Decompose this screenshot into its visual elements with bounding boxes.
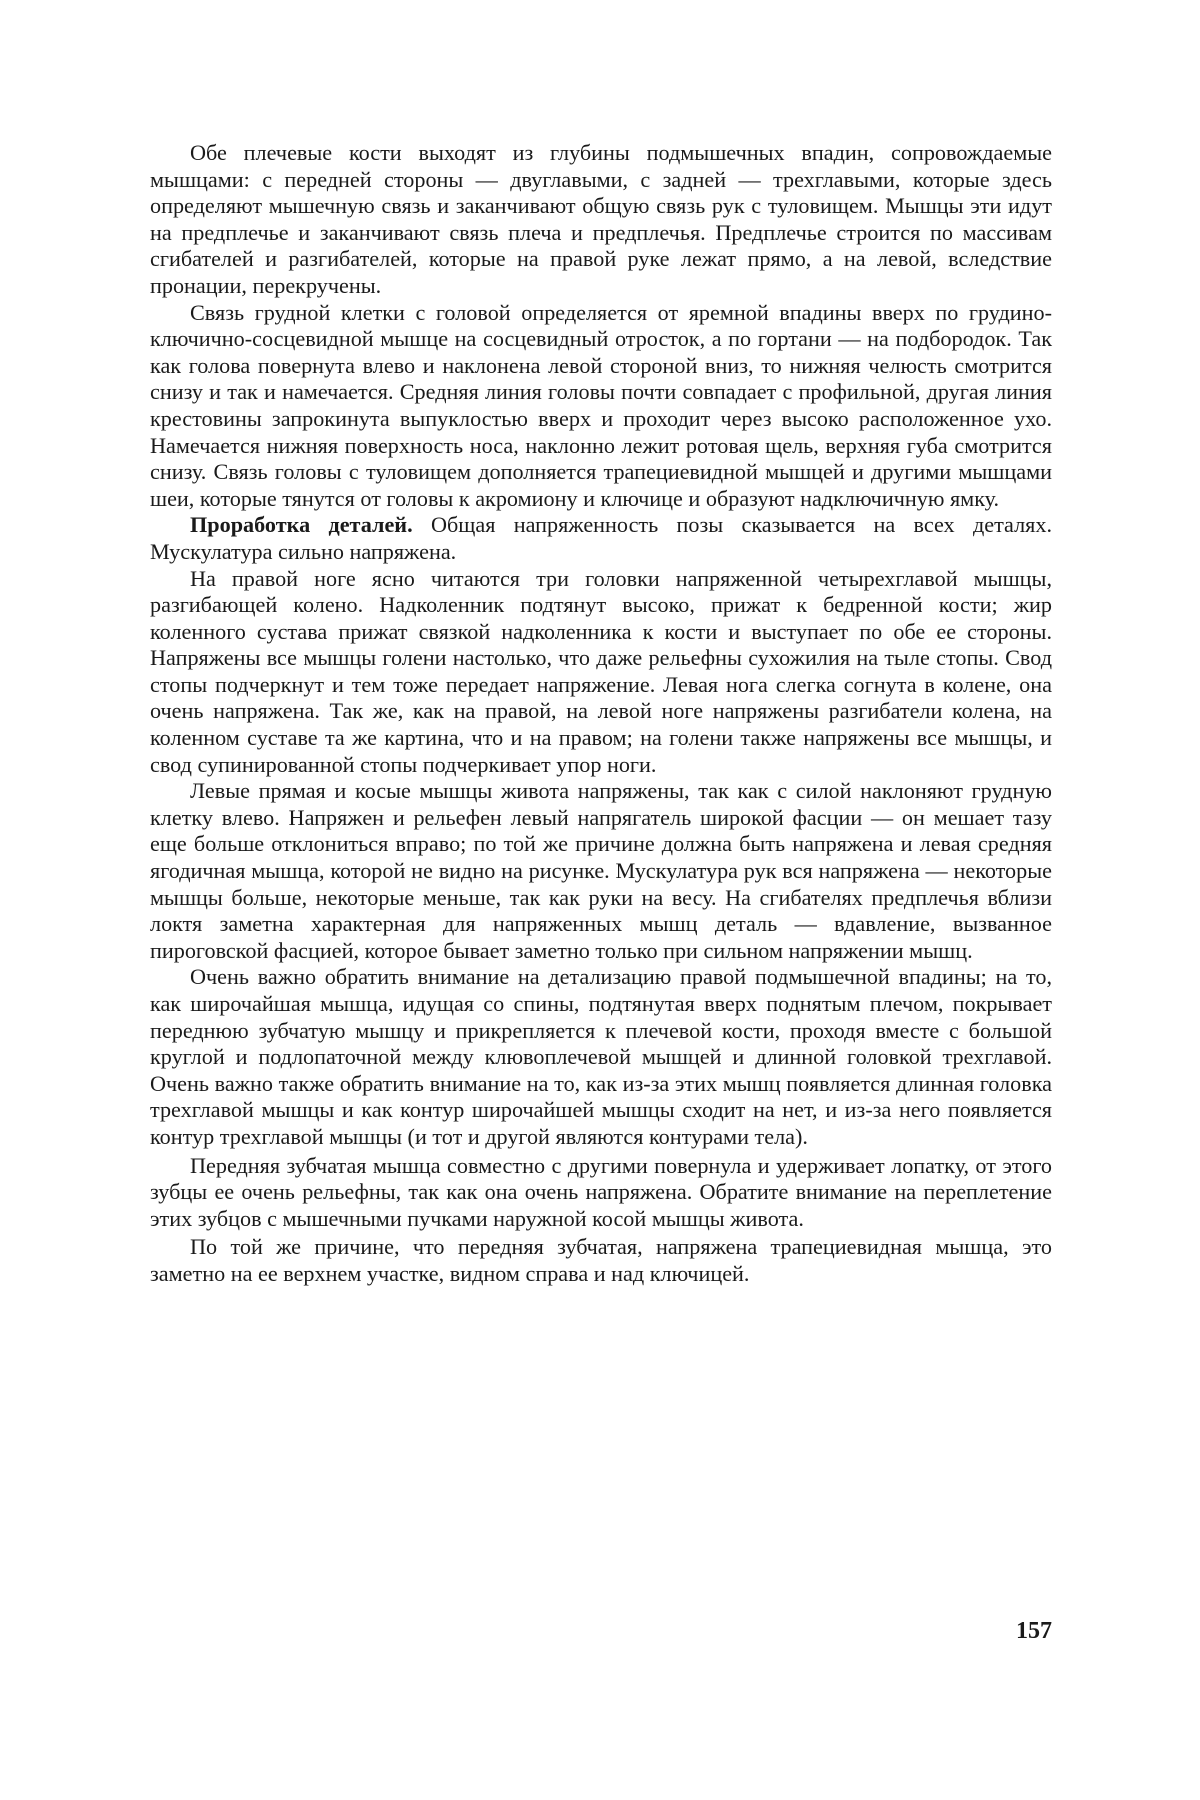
paragraph-1: Обе плечевые кости выходят из глубины подмышечных впадин, сопровождаемые мышцами: с передней стороны — двуглавыми, с задней — трехглавыми, которые здесь определяют мышечную связь и заканчивают общую связь рук с туловищем. Мышцы эти идут на предплечье и заканчивают связь плеча и предплечья. Предплечье строится по массивам сгибателей и разгибателей, которые на правой руке лежат прямо, а на левой, вследствие пронации, перекручены. xyxy=(150,140,1052,298)
paragraph-5: Левые прямая и косые мышцы живота напряжены, так как с силой наклоняют грудную клетку влево. Напряжен и рельефен левый напрягатель широкой фасции — он мешает тазу еще больше отклониться вправо; по той же причине должна быть напряжена и левая средняя ягодичная мышца, которой не видно на рисунке. Мускулатура рук вся напряжена — некоторые мышцы больше, некоторые меньше, так как руки на весу. На сгибателях предплечья вблизи локтя заметна характерная для напряженных мышц деталь — вдавление, вызванное пироговской фасцией, которое бывает заметно только при сильном напряжении мышц. xyxy=(150,778,1052,963)
book-page xyxy=(150,140,1052,1720)
body-text xyxy=(150,140,1052,1288)
paragraph-6: Очень важно обратить внимание на детализацию правой подмышечной впадины; на то, как широчайшая мышца, идущая со спины, подтянутая вверх поднятым плечом, покрывает переднюю зубчатую мышцу и прикрепляется к плечевой кости, проходя вместе с большой круглой и подлопаточной между клювоплечевой мышцей и длинной головкой трехглавой. Очень важно также обратить внимание на то, как из-за этих мышц появляется длинная головка трехглавой мышцы и как контур широчайшей мышцы сходит на нет, и из-за него появляется контур трехглавой мышцы (и тот и другой являются контурами тела). xyxy=(150,964,1052,1149)
paragraph-8: По той же причине, что передняя зубчатая, напряжена трапециевидная мышца, это заметно на ее верхнем участке, видном справа и над ключицей. xyxy=(150,1234,1052,1286)
paragraph-7: Передняя зубчатая мышца совместно с другими повернула и удерживает лопатку, от этого зубцы ее очень рельефны, так как она очень напряжена. Обратите внимание на переплетение этих зубцов с мышечными пучками наружной косой мышцы живота. xyxy=(150,1152,1052,1231)
page-number: 157 xyxy=(1016,1618,1052,1644)
paragraph-2: Связь грудной клетки с головой определяется от яремной впадины вверх по грудино-ключично-сосцевидной мышце на сосцевидный отросток, а по гортани — на подбородок. Так как голова повернута влево и наклонена левой стороной вниз, то нижняя челюсть смотрится снизу и так и намечается. Средняя линия головы почти совпадает с профильной, другая линия крестовины запрокинута выпуклостью вверх и проходит через высоко расположенное ухо. Намечается нижняя поверхность носа, наклонно лежит ротовая щель, верхняя губа смотрится снизу. Связь головы с туловищем дополняется трапециевидной мышцей и другими мышцами шеи, которые тянутся от головы к акромиону и ключице и образуют надключичную ямку. xyxy=(150,299,1052,511)
paragraph-3-text: Общая напряженность позы сказывается на всех деталях. Мускулатура сильно напряжена. xyxy=(150,512,1053,564)
paragraph-3 xyxy=(150,512,1052,565)
section-heading: Проработка деталей. xyxy=(190,512,413,538)
paragraph-4: На правой ноге ясно читаются три головки напряженной четырехглавой мышцы, разгибающей колено. Надколенник подтянут высоко, прижат к бедренной кости; жир коленного сустава прижат связкой надколенника к кости и выступает по обе ее стороны. Напряжены все мышцы голени настолько, что даже рельефны сухожилия на тыле стопы. Свод стопы подчеркнут и тем тоже передает напряжение. Левая нога слегка согнута в колене, она очень напряжена. Так же, как на правой, на левой ноге напряжены разгибатели колена, на коленном суставе та же картина, что и на правом; на голени также напряжены все мышцы, и свод супинированной стопы подчеркивает упор ноги. xyxy=(150,565,1052,777)
